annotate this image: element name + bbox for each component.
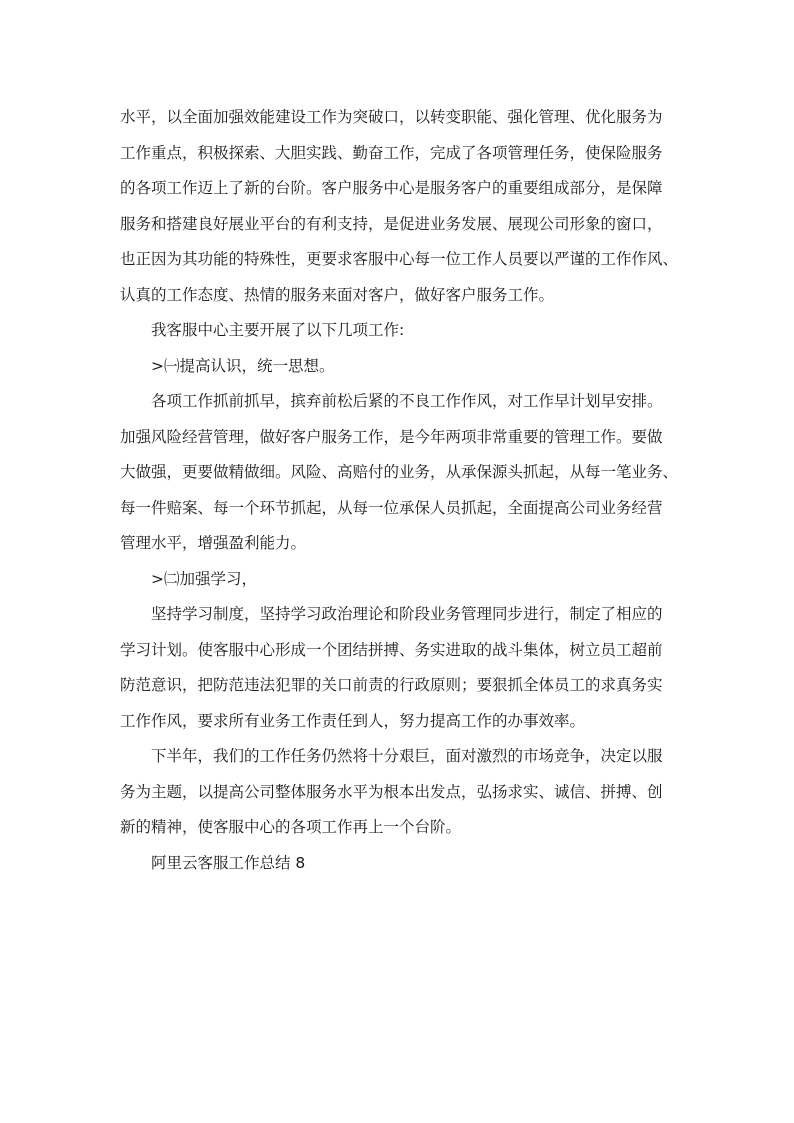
text-line: 学习计划。使客服中心形成一个团结拼搏、务实进取的战斗集体，树立员工超前 bbox=[120, 640, 663, 659]
text-line: 认真的工作态度、热情的服务来面对客户，做好客户服务工作。 bbox=[120, 285, 555, 304]
text-line: 每一件赔案、每一个环节抓起，从每一位承保人员抓起，全面提高公司业务经营 bbox=[120, 498, 663, 517]
text-line: 的各项工作迈上了新的台阶。客户服务中心是服务客户的重要组成部分，是保障 bbox=[120, 179, 663, 197]
text-line: 坚持学习制度，坚持学习政治理论和阶段业务管理同步进行，制定了相应的 bbox=[151, 605, 663, 623]
text-line: 工作作风，要求所有业务工作责任到人，努力提高工作的办事效率。 bbox=[120, 711, 586, 730]
text-line: 加强风险经营管理，做好客户服务工作，是今年两项非常重要的管理工作。要做 bbox=[120, 427, 663, 446]
document-body bbox=[120, 100, 695, 881]
text-line: 大做强，更要做精做细。风险、高赔付的业务，从承保源头抓起，从每一笔业务、 bbox=[120, 463, 679, 481]
text-line: 服务和搭建良好展业平台的有利支持，是促进业务发展、展现公司形象的窗口， bbox=[120, 214, 663, 233]
text-line: 工作重点，积极探索、大胆实践、勤奋工作，完成了各项管理任务，使保险服务 bbox=[120, 143, 663, 162]
text-line: 也正因为其功能的特殊性，更要求客服中心每一位工作人员要以严谨的工作作风、 bbox=[120, 250, 679, 268]
section-title: 阿里云客服工作总结 8 bbox=[151, 853, 306, 872]
text-line: 务为主题，以提高公司整体服务水平为根本出发点，弘扬求实、诚信、拼搏、创 bbox=[120, 782, 663, 801]
text-line: 水平，以全面加强效能建设工作为突破口，以转变职能、强化管理、优化服务为 bbox=[120, 108, 663, 126]
paragraph-intro: 我客服中心主要开展了以下几项工作: bbox=[151, 321, 405, 339]
section-heading-2: >㈡加强学习， bbox=[151, 569, 257, 588]
text-line: 防范意识，把防范违法犯罪的关口前责的行政原则；要狠抓全体员工的求真务实 bbox=[120, 676, 663, 694]
text-line: 下半年，我们的工作任务仍然将十分艰巨，面对激烈的市场竞争，决定以服 bbox=[151, 747, 663, 765]
text-line: 各项工作抓前抓早，摈弃前松后紧的不良工作作风，对工作早计划早安排。 bbox=[151, 392, 663, 410]
text-line: 新的精神，使客服中心的各项工作再上一个台阶。 bbox=[120, 818, 462, 836]
section-heading-1: >㈠提高认识，统一思想。 bbox=[151, 356, 335, 375]
text-line: 管理水平，增强盈利能力。 bbox=[120, 534, 307, 552]
